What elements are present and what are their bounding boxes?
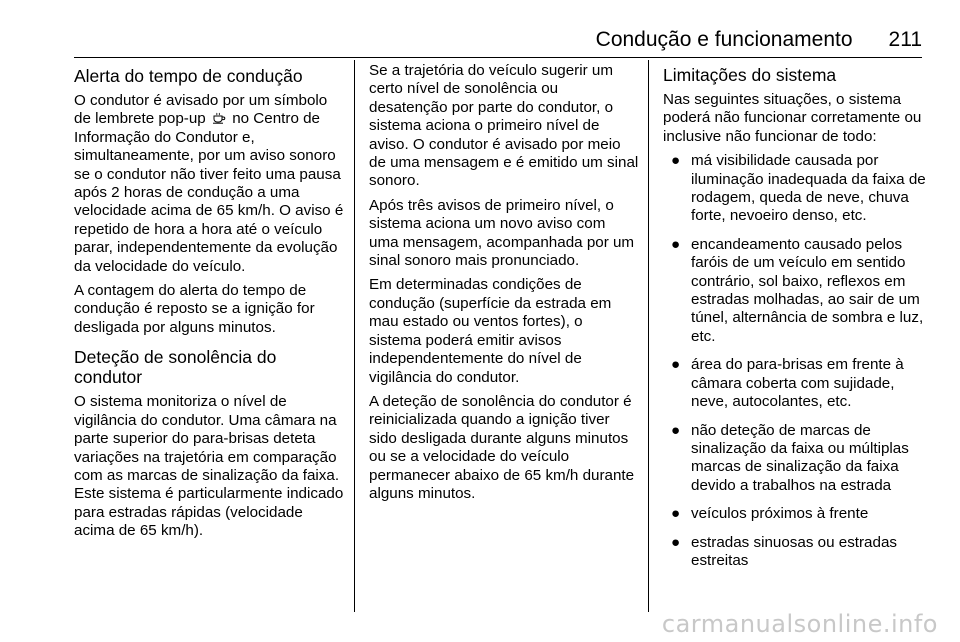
list-item: ● área do para-brisas em frente à câmara coberta com sujidade, neve, autocolantes, etc. bbox=[671, 356, 904, 411]
limitations-list bbox=[663, 152, 929, 570]
list-item: ● veículos próximos à frente bbox=[671, 505, 869, 523]
column-3 bbox=[663, 62, 929, 580]
list-item: ● má visibilidade causada por iluminação inadequada da faixa de rodagem, queda de neve, chuva forte, nevoeiro denso, etc. bbox=[671, 152, 926, 225]
paragraph-conditions: Em determinadas condições de condução (superfície da estrada em mau estado ou ventos fortes), o sistema poderá emitir avisos independentemente do nível de vigilância do condutor. bbox=[369, 276, 612, 386]
watermark: carmanualsonline.info bbox=[661, 610, 938, 638]
paragraph-first-level-warning: Se a trajetória do veículo sugerir um certo nível de sonolência ou desatenção por parte do condutor, o sistema aciona o primeiro nível de aviso. O condutor é avisado por meio de uma mensagem e é emitido um sinal sonoro. bbox=[369, 62, 639, 190]
paragraph-limitations-intro: Nas seguintes situações, o sistema poderá não funcionar corretamente ou inclusive não funcionar de todo: bbox=[663, 91, 922, 145]
heading-drowsiness-detection: Deteção de sonolência do condutor bbox=[74, 347, 277, 388]
column-1 bbox=[74, 62, 346, 547]
heading-driving-time-alert: Alerta do tempo de condução bbox=[74, 66, 303, 86]
paragraph-second-level-warning: Após três avisos de primeiro nível, o sistema aciona um novo aviso com uma mensagem, acompanhada por um sinal sonoro mais pronunciado. bbox=[369, 196, 635, 270]
header-rule bbox=[74, 57, 922, 58]
heading-system-limitations: Limitações do sistema bbox=[663, 65, 837, 85]
list-item: ● estradas sinuosas ou estradas estreitas bbox=[671, 533, 897, 569]
bullet-icon: ● bbox=[671, 533, 681, 551]
bullet-icon: ● bbox=[671, 235, 681, 253]
page-number: 211 bbox=[888, 28, 922, 51]
paragraph-monitoring: O sistema monitoriza o nível de vigilância do condutor. Uma câmara na parte superior do para-brisas deteta variações na trajetória em comparação com as marcas de sinalização da faixa. Este sistema é particularmente indicado para estradas rápidas (velocidade acima de 65 km/h). bbox=[74, 393, 344, 540]
bullet-icon: ● bbox=[671, 505, 681, 523]
paragraph-reset: A deteção de sonolência do condutor é reinicializada quando a ignição tiver sido desligada durante alguns minutos ou se a velocidade do veículo permanecer abaixo de 65 km/h durante alguns minutos. bbox=[369, 392, 635, 502]
list-item: ● não deteção de marcas de sinalização da faixa ou múltiplas marcas de sinalização da faixa devido a trabalhos na estrada bbox=[671, 421, 909, 494]
paragraph-text-after-icon: no Centro de Informação do Condutor e, simultaneamente, por um aviso sonoro se o condutor não tiver feito uma pausa após 2 horas de condução a uma velocidade acima de 65 km/h. O aviso é repetido de hora a hora até o veículo parar, independentemente da evolução da velocidade do veículo. bbox=[74, 110, 344, 275]
paragraph-text-before-icon: O condutor é avisado por um símbolo de lembrete pop-up bbox=[74, 92, 328, 128]
bullet-icon: ● bbox=[671, 421, 681, 439]
bullet-icon: ● bbox=[671, 152, 681, 170]
page-header bbox=[596, 28, 922, 52]
bullet-icon: ● bbox=[671, 356, 681, 374]
paragraph-reset-info: A contagem do alerta do tempo de condução é reposto se a ignição for desligada por alguns minutos. bbox=[74, 282, 315, 336]
coffee-cup-icon bbox=[212, 112, 226, 124]
column-divider-1 bbox=[354, 60, 355, 612]
section-title: Condução e funcionamento bbox=[595, 28, 853, 51]
paragraph-driving-time-alert bbox=[74, 92, 346, 276]
column-2 bbox=[369, 62, 639, 509]
column-divider-2 bbox=[648, 60, 649, 612]
list-item: ● encandeamento causado pelos faróis de um veículo em sentido contrário, sol baixo, reflexos em estradas molhadas, ao sair de um túnel, alternância de sombra e luz, etc. bbox=[671, 235, 924, 345]
